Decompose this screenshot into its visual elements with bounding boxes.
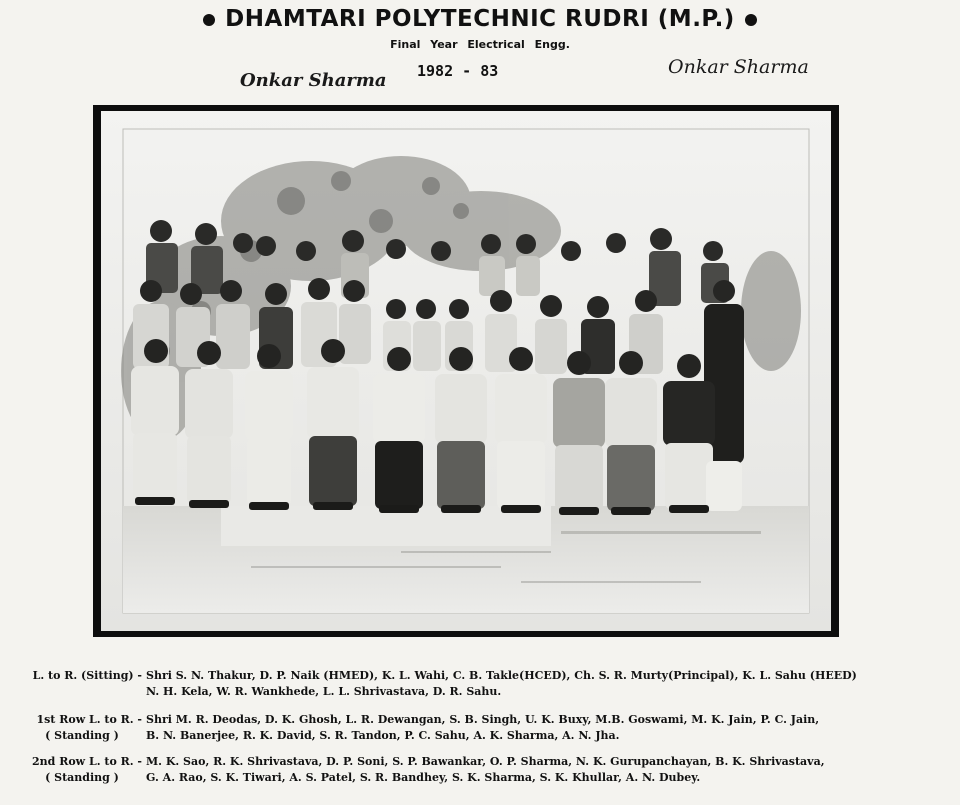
institution-title <box>0 6 960 32</box>
caption-line: N. H. Kela, W. R. Wankhede, L. L. Shrivastava, D. R. Sahu. <box>146 685 502 698</box>
caption-label: L. to R. (Sitting) - <box>32 669 142 682</box>
caption-names <box>146 712 936 744</box>
caption-label-sub: ( Standing ) <box>45 771 119 784</box>
bullet-dot-icon <box>203 14 215 26</box>
caption-label-main: 1st Row L. to R. - <box>36 713 142 726</box>
signature-left: Onkar Sharma <box>240 70 387 91</box>
group-photo-illustration <box>101 111 831 631</box>
caption-line: Shri S. N. Thakur, D. P. Naik (HMED), K. L. Wahi, C. B. Takle(HCED), Ch. S. R. Murty(Principal), K. L. Sahu (HEED) <box>146 669 857 682</box>
caption-line: M. K. Sao, R. K. Shrivastava, D. P. Soni, S. P. Bawankar, O. P. Sharma, N. K. Gurupanchayan, B. K. Shrivastava, <box>146 755 825 768</box>
class-subtitle: Final Year Electrical Engg. <box>390 38 570 51</box>
caption-names <box>146 668 936 700</box>
caption-label-sub: ( Standing ) <box>45 729 119 742</box>
caption-line: G. A. Rao, S. K. Tiwari, A. S. Patel, S. R. Bandhey, S. K. Sharma, S. K. Khullar, A. N. Dubey. <box>146 771 701 784</box>
caption-line: Shri M. R. Deodas, D. K. Ghosh, L. R. Dewangan, S. B. Singh, U. K. Buxy, M.B. Goswami, M. K. Jain, P. C. Jain, <box>146 713 820 726</box>
academic-year: 1982 - 83 <box>417 62 499 80</box>
bullet-dot-icon <box>745 14 757 26</box>
caption-label <box>14 754 142 786</box>
institution-name: DHAMTARI POLYTECHNIC RUDRI (M.P.) <box>225 6 735 32</box>
caption-label <box>14 712 142 744</box>
caption-names <box>146 754 936 786</box>
caption-label-main: 2nd Row L. to R. - <box>32 755 142 768</box>
photo-frame <box>93 105 839 637</box>
caption-line: B. N. Banerjee, R. K. David, S. R. Tandon, P. C. Sahu, A. K. Sharma, A. N. Jha. <box>146 729 620 742</box>
group-photograph <box>101 111 831 631</box>
signature-right: Onkar Sharma <box>668 56 809 78</box>
